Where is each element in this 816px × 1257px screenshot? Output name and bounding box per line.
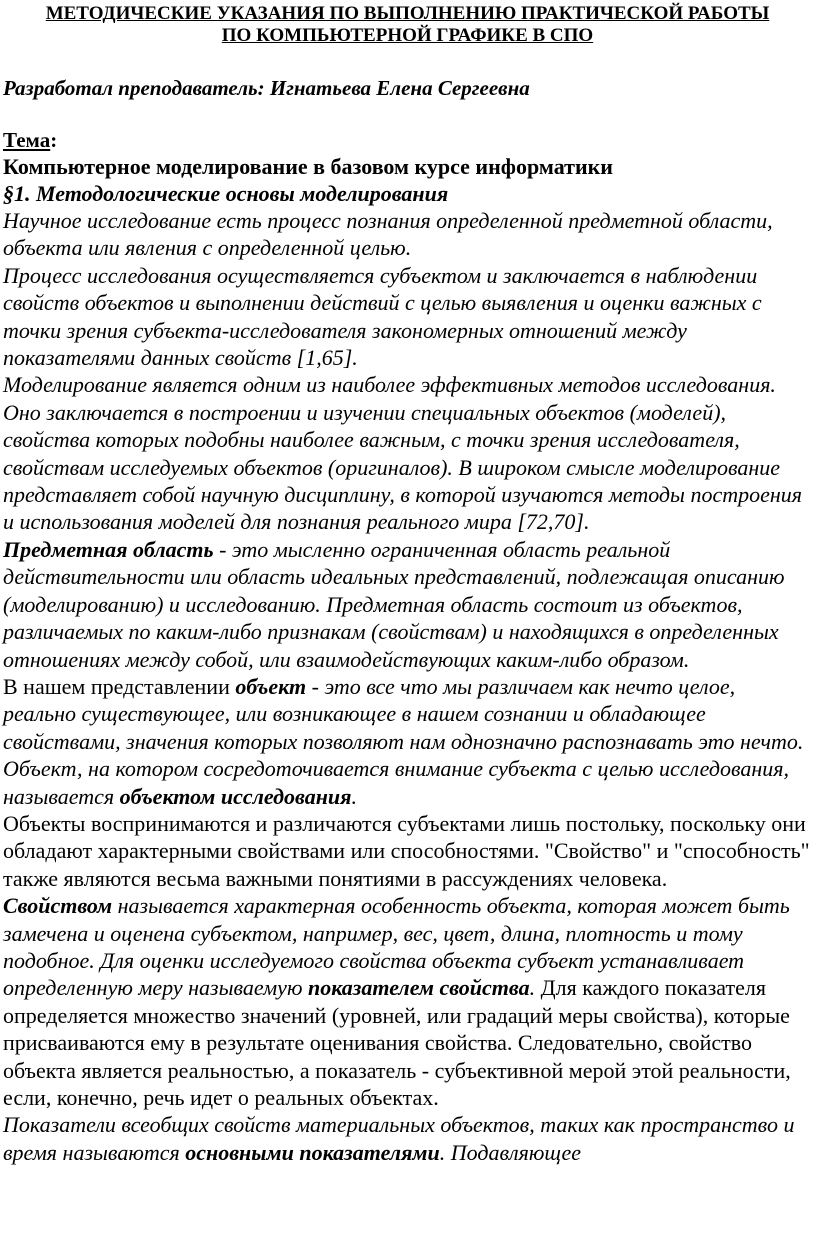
paragraph-4-text: - это мысленно ограниченная область реальной действительности или область идеальных представлений, подлежащая описанию (моделированию) и исследованию. Предметная область состоит из объектов, различаемых по каким-либо признакам (свойствам) и находящихся в определенных отношениях между собой, или взаимодействующих каким-либо образом. [3,536,785,672]
paragraph-3: Моделирование является одним из наиболее эффективных методов исследования. Оно заключается в построении и изучении специальных объектов (моделей), свойства которых подобны наиболее важным, с точки зрения исследователя, свойствам исследуемых объектов (оригиналов). В широком смысле моделирование представляет собой научную дисциплину, в которой изучаются методы построения и использования моделей для познания реального мира [72,70]. [3,372,803,535]
topic-label-word: Тема [3,128,51,152]
term-property-indicator: показателем свойства [307,975,530,1001]
paragraph-5-lead: В нашем представлении [3,673,236,699]
title-line-1: МЕТОДИЧЕСКИЕ УКАЗАНИЯ ПО ВЫПОЛНЕНИЮ ПРАКТИЧЕСКОЙ РАБОТЫ [45,3,770,24]
paragraph-7-text: называется характерная особенность объекта, которая может быть замечена и оценена субъектом, например, вес, цвет, длина, плотность и тому подобное. Для оценки исследуемого свойства объекта субъект устанавливает определенную меру называемую [3,893,790,1001]
term-research-object: объектом исследования [119,783,352,809]
paragraph-7-dot: . [529,975,536,1001]
paragraph-7 [3,892,812,1111]
paragraph-8-end: . Подавляющее [439,1139,582,1165]
paragraph-4 [3,536,812,673]
paragraph-8-text: Показатели всеобщих свойств материальных объектов, таких как пространство и время называются [3,1112,795,1165]
term-subject-area: Предметная область [3,536,214,562]
term-property: Свойством [3,893,113,919]
author-line: Разработал преподаватель: Игнатьева Елена Сергеевна [3,76,530,100]
paragraph-5-text: - это все что мы различаем как нечто целое, реально существующее, или возникающее в нашем сознании и обладающее свойствами, значения которых позволяют нам однозначно распознавать это нечто. Объект, на котором сосредоточивается внимание субъекта с целью исследования, называется [3,673,804,809]
title-line-2: ПО КОМПЬЮТЕРНОЙ ГРАФИКЕ В СПО [221,25,594,46]
section-heading: §1. Методологические основы моделирования [3,181,449,206]
paragraph-7-rest: Для каждого показателя определяется множество значений (уровней, или градаций меры свойства), которые присваиваются ему в результате оценивания свойства. Следовательно, свойство объекта является реальностью, а показатель - субъективной мерой этой реальности, если, конечно, речь идет о реальных объектах. [3,975,791,1110]
topic-label [3,127,812,153]
term-basic-indicators: основными показателями [185,1139,440,1165]
paragraph-5-end: . [351,783,358,809]
paragraph-1: Научное исследование есть процесс познания определенной предметной области, объекта или явления с определенной целью. [3,208,773,261]
topic-label-colon: : [50,128,58,152]
paragraph-5 [3,673,812,810]
document-title [3,0,812,47]
term-object: объект [235,673,307,699]
paragraph-2: Процесс исследования осуществляется субъектом и заключается в наблюдении свойств объектов и выполнении действий с целью выявления и оценки важных с точки зрения субъекта-исследователя закономерных отношений между показателями данных свойств [1,65]. [3,262,762,371]
paragraph-6: Объекты воспринимаются и различаются субъектами лишь постольку, поскольку они обладают характерными свойствами или способностями. "Свойство" и "способность" также являются весьма важными понятиями в рассуждениях человека. [3,810,810,891]
paragraph-8 [3,1111,812,1166]
topic-title: Компьютерное моделирование в базовом курсе информатики [3,154,613,179]
